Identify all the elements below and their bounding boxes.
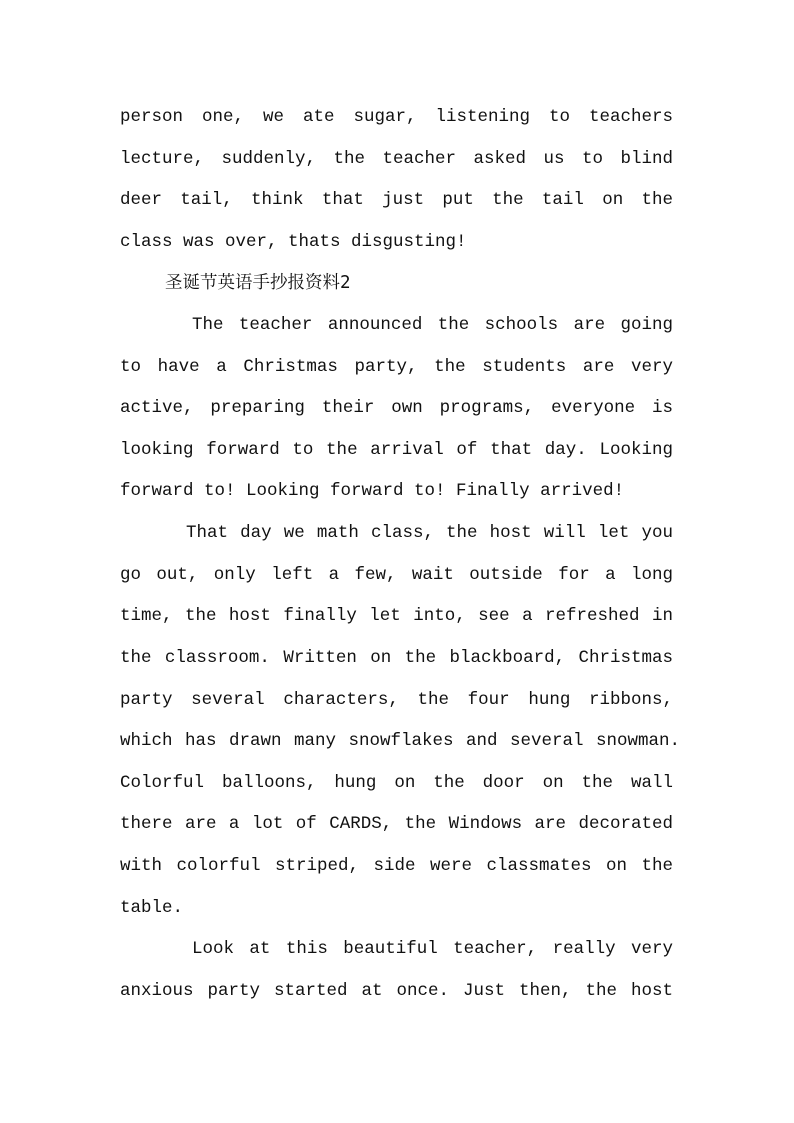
text-line: go out, only left a few, wait outside for a long <box>120 564 673 585</box>
text-line: deer tail, think that just put the tail on the <box>120 190 673 211</box>
text-line: person one, we ate sugar, listening to teachers <box>120 107 673 127</box>
text-line: lecture, suddenly, the teacher asked us to blind <box>120 148 673 169</box>
paragraph-classroom <box>120 513 680 929</box>
text-line: The teacher announced the schools are going <box>192 315 673 336</box>
text-line: Colorful balloons, hung on the door on the wall <box>120 772 673 793</box>
text-line: with colorful striped, side were classmates on the <box>120 855 673 876</box>
text-line: there are a lot of CARDS, the Windows are decorated <box>120 814 673 835</box>
text-line: party several characters, the four hung ribbons, <box>120 689 673 710</box>
text-line: time, the host finally let into, see a refreshed in <box>120 606 673 627</box>
text-line: to have a Christmas party, the students are very <box>120 356 673 377</box>
text-line: anxious party started at once. Just then, the host <box>120 980 673 1001</box>
text-line: looking forward to the arrival of that day. Looking <box>120 439 673 460</box>
section-heading: 圣诞节英语手抄报资料2 <box>165 273 351 294</box>
text-line: which has drawn many snowflakes and several snowman. <box>120 731 680 752</box>
document-body <box>120 97 680 1012</box>
text-line: active, preparing their own programs, everyone is <box>120 398 673 419</box>
paragraph-party <box>120 929 673 1012</box>
text-line: the classroom. Written on the blackboard, Christmas <box>120 647 673 668</box>
text-line: forward to! Looking forward to! Finally arrived! <box>120 481 625 502</box>
paragraph-announcement <box>120 305 673 513</box>
paragraph-continuation <box>120 97 673 263</box>
text-line: class was over, thats disgusting! <box>120 231 467 252</box>
text-line: table. <box>120 897 184 918</box>
text-line: Look at this beautiful teacher, really very <box>192 939 673 960</box>
text-line: That day we math class, the host will let you <box>186 523 673 544</box>
